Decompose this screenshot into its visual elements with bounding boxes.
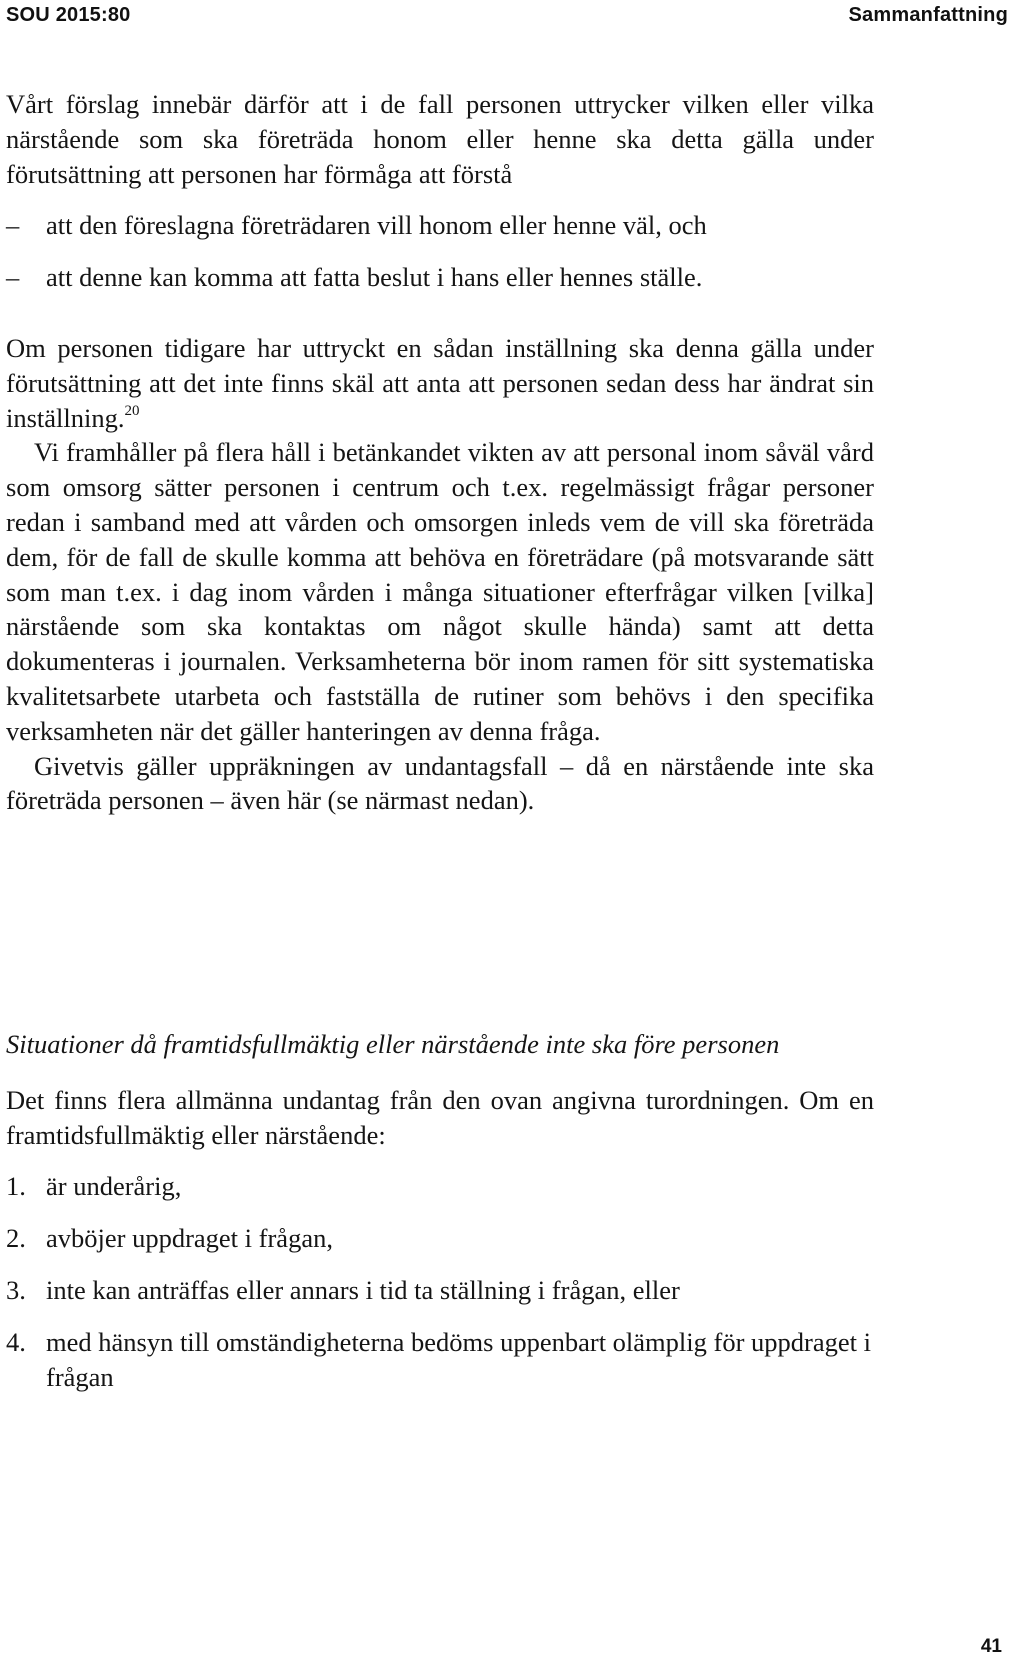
footnote-ref: 20 (124, 402, 140, 419)
section-earlier-wish (6, 331, 874, 818)
list-item (6, 208, 874, 243)
running-head-right: Sammanfattning (848, 4, 1008, 26)
list-item (6, 1169, 874, 1204)
paragraph-exceptions-note: Givetvis gäller uppräkningen av undantagsfall – då en närstående inte ska företräda personen – även här (se närmast nedan). (6, 750, 874, 816)
paragraph-staff-routines: Vi framhåller på flera håll i betänkandet vikten av att personal inom såväl vård som omsorg sätter personen i centrum och t.ex. regelmässigt frågar personer redan i samband med att vården och omsorgen inleds vem de vill ska företräda dem, för de fall de skulle komma att behöva en företrädare (på motsvarande sätt som man t.ex. i dag inom vården i många situationer efterfrågar vilken [vilka] närstående som ska kontaktas om något skulle hända) samt att detta dokumenteras i journalen. Verksamheterna bör inom ramen för sitt systematiska kvalitetsarbete utarbeta och fastställa de rutiner som behövs i den specifika verksamheten när det gäller hanteringen av denna fråga. (6, 437, 874, 746)
list-item-text: inte kan anträffas eller annars i tid ta ställning i frågan, eller (46, 1274, 680, 1305)
list-item (6, 1221, 874, 1256)
list-marker: 4. (6, 1326, 26, 1357)
list-item-text: med hänsyn till omständigheterna bedöms uppenbart olämplig för uppdraget i frågan (46, 1326, 871, 1392)
section-exceptions (6, 1027, 874, 1394)
section-proposal (6, 87, 874, 295)
section-heading: Situationer då framtidsfullmäktig eller närstående inte ska före personen (6, 1029, 780, 1059)
numbered-list (6, 1169, 874, 1394)
running-head-left: SOU 2015:80 (6, 4, 131, 26)
list-item-text: att denne kan komma att fatta beslut i hans eller hennes ställe. (46, 262, 703, 293)
list-marker: 3. (6, 1274, 26, 1305)
list-marker: – (6, 262, 20, 293)
paragraph-text: Om personen tidigare har uttryckt en sådan inställning ska denna gälla under förutsättning att det inte finns skäl att anta att personen sedan dess har ändrat sin inställning. (6, 333, 874, 433)
list-marker: 1. (6, 1171, 26, 1202)
paragraph-proposal-intro: Vårt förslag innebär därför att i de fall personen uttrycker vilken eller vilka närstående som ska företräda honom eller henne ska detta gälla under förutsättning att personen har förmåga att förstå (6, 89, 874, 189)
list-item-text: avböjer uppdraget i frågan, (46, 1223, 333, 1254)
list-item (6, 1325, 874, 1395)
paragraph-earlier-attitude (6, 331, 874, 435)
list-item-text: att den föreslagna företrädaren vill honom eller henne väl, och (46, 210, 707, 241)
page-number: 41 (980, 1636, 1002, 1657)
list-item (6, 1273, 874, 1308)
list-item (6, 260, 874, 295)
list-marker: 2. (6, 1223, 26, 1254)
list-marker: – (6, 210, 20, 241)
paragraph-exceptions-intro: Det finns flera allmänna undantag från den ovan angivna turordningen. Om en framtidsfullmäktig eller närstående: (6, 1084, 874, 1150)
list-item-text: är underårig, (46, 1171, 182, 1202)
dash-list (6, 208, 874, 295)
